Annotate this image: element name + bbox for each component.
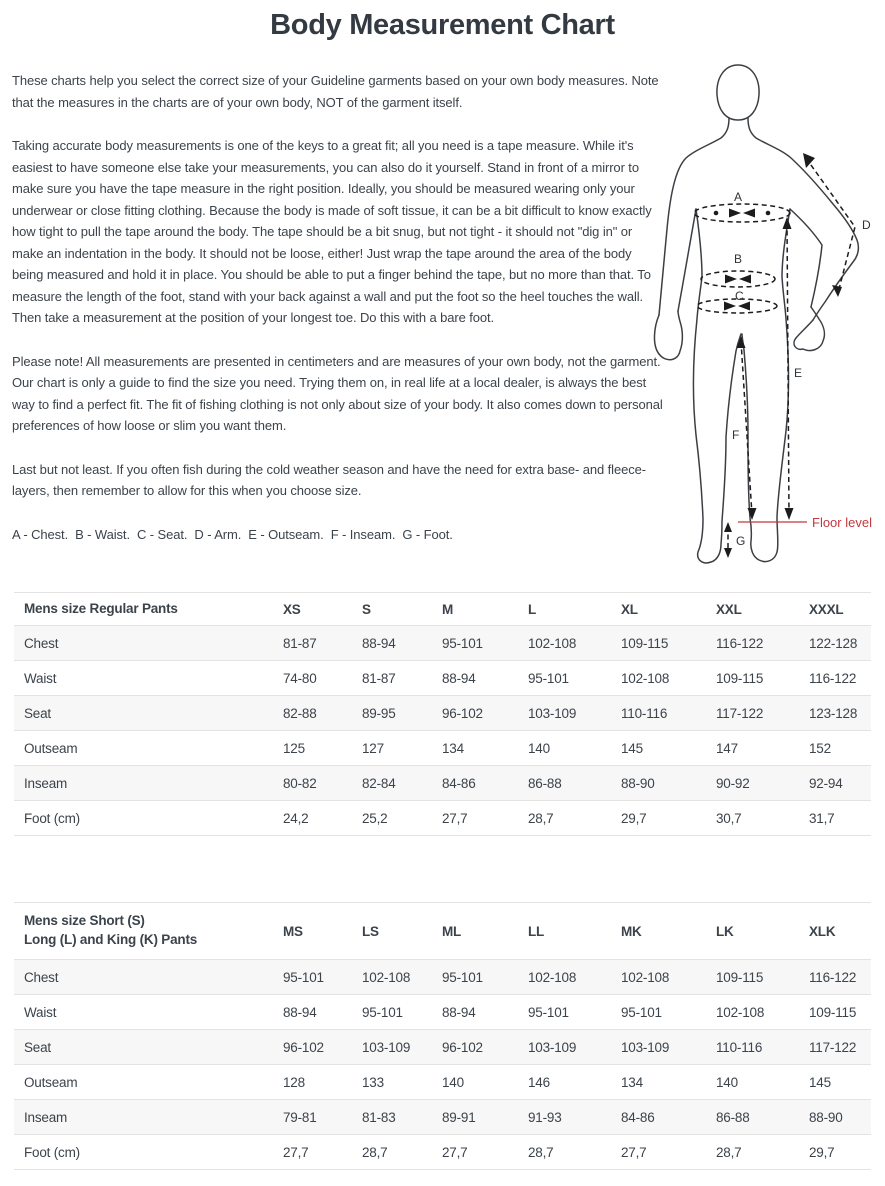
size-column-header: LS — [362, 903, 442, 960]
cell-value: 86-88 — [716, 1100, 809, 1135]
cell-value: 109-115 — [621, 626, 716, 661]
measurement-legend: A - Chest. B - Waist. C - Seat. D - Arm. E - Outseam. F - Inseam. G - Foot. — [12, 526, 453, 542]
size-column-header: MS — [283, 903, 362, 960]
label-b: B — [734, 252, 743, 266]
cell-value: 29,7 — [621, 801, 716, 836]
size-table — [14, 592, 871, 836]
cell-value: 95-101 — [362, 995, 442, 1030]
cell-value: 95-101 — [528, 995, 621, 1030]
intro-paragraph-3: Please note! All measurements are presented in centimeters and are measures of your own body, not the garment. Our chart is only a guide to find the size you need. Trying them on, in real life at a local dealer, is always the best way to find a perfect fit. The fit of fishing clothing is not only about size of your body. It also comes down to personal preferences of how loose or slim you want them. — [12, 353, 663, 433]
cell-value: 134 — [621, 1065, 716, 1100]
intro-paragraph-1: These charts help you select the correct size of your Guideline garments based on your own body measures. Note that the measures in the charts are of your own body, NOT of the garment itself. — [12, 73, 659, 110]
cell-value: 28,7 — [362, 1135, 442, 1170]
table-row — [14, 696, 871, 731]
label-e: E — [794, 366, 803, 380]
cell-value: 95-101 — [442, 960, 528, 995]
table-row — [14, 960, 871, 995]
cell-value: 27,7 — [442, 1135, 528, 1170]
cell-value: 117-122 — [809, 1030, 871, 1065]
cell-value: 133 — [362, 1065, 442, 1100]
cell-value: 127 — [362, 731, 442, 766]
cell-value: 28,7 — [528, 1135, 621, 1170]
left-inner-arm — [678, 209, 696, 311]
table-title — [14, 903, 283, 960]
cell-value: 102-108 — [621, 661, 716, 696]
table-header-row — [14, 593, 871, 626]
table-row — [14, 731, 871, 766]
row-label: Chest — [14, 960, 283, 995]
row-label: Inseam — [14, 766, 283, 801]
cell-value: 92-94 — [809, 766, 871, 801]
row-label: Waist — [14, 661, 283, 696]
cell-value: 95-101 — [528, 661, 621, 696]
inseam-measure-line — [741, 341, 752, 515]
cell-value: 88-90 — [809, 1100, 871, 1135]
cell-value: 117-122 — [716, 696, 809, 731]
cell-value: 84-86 — [442, 766, 528, 801]
label-f: F — [732, 428, 740, 442]
right-shoulder-arm — [748, 118, 858, 320]
regular-pants-size-table — [14, 592, 871, 836]
size-column-header: XLK — [809, 903, 871, 960]
body-outline — [654, 65, 858, 563]
page-title: Body Measurement Chart — [270, 9, 615, 41]
row-label: Outseam — [14, 731, 283, 766]
cell-value: 116-122 — [809, 960, 871, 995]
chest-measure-line — [694, 204, 790, 222]
cell-value: 96-102 — [283, 1030, 362, 1065]
cell-value: 29,7 — [809, 1135, 871, 1170]
body-measurement-diagram — [650, 57, 885, 573]
arm-measure-line — [806, 158, 855, 293]
table-row — [14, 661, 871, 696]
cell-value: 88-94 — [362, 626, 442, 661]
table-row — [14, 995, 871, 1030]
table-title-line: Long (L) and King (K) Pants — [24, 932, 198, 947]
cell-value: 95-101 — [621, 995, 716, 1030]
left-hand — [654, 311, 682, 360]
cell-value: 81-87 — [283, 626, 362, 661]
cell-value: 140 — [528, 731, 621, 766]
cell-value: 116-122 — [809, 661, 871, 696]
cell-value: 96-102 — [442, 696, 528, 731]
table-row — [14, 766, 871, 801]
size-column-header: ML — [442, 903, 528, 960]
size-column-header: S — [362, 593, 442, 626]
cell-value: 110-116 — [716, 1030, 809, 1065]
table-title — [14, 593, 283, 626]
cell-value: 109-115 — [809, 995, 871, 1030]
cell-value: 88-94 — [442, 661, 528, 696]
row-label: Chest — [14, 626, 283, 661]
cell-value: 145 — [621, 731, 716, 766]
cell-value: 82-88 — [283, 696, 362, 731]
row-label: Foot (cm) — [14, 1135, 283, 1170]
cell-value: 28,7 — [716, 1135, 809, 1170]
cell-value: 88-90 — [621, 766, 716, 801]
table-row — [14, 626, 871, 661]
cell-value: 102-108 — [528, 960, 621, 995]
right-inner-arm — [790, 209, 822, 307]
cell-value: 27,7 — [283, 1135, 362, 1170]
cell-value: 86-88 — [528, 766, 621, 801]
cell-value: 145 — [809, 1065, 871, 1100]
cell-value: 152 — [809, 731, 871, 766]
waist-measure-line — [701, 271, 775, 287]
label-d: D — [862, 218, 871, 232]
row-label: Waist — [14, 995, 283, 1030]
cell-value: 103-109 — [362, 1030, 442, 1065]
table-row — [14, 1030, 871, 1065]
table-title-line: Mens size Regular Pants — [24, 600, 178, 616]
cell-value: 103-109 — [621, 1030, 716, 1065]
cell-value: 25,2 — [362, 801, 442, 836]
cell-value: 110-116 — [621, 696, 716, 731]
size-column-header: MK — [621, 903, 716, 960]
row-label: Outseam — [14, 1065, 283, 1100]
cell-value: 96-102 — [442, 1030, 528, 1065]
cell-value: 28,7 — [528, 801, 621, 836]
cell-value: 80-82 — [283, 766, 362, 801]
cell-value: 88-94 — [442, 995, 528, 1030]
cell-value: 103-109 — [528, 696, 621, 731]
size-column-header: XXL — [716, 593, 809, 626]
cell-value: 79-81 — [283, 1100, 362, 1135]
label-a: A — [734, 190, 743, 204]
cell-value: 146 — [528, 1065, 621, 1100]
cell-value: 102-108 — [528, 626, 621, 661]
table-row — [14, 1135, 871, 1170]
intro-text — [12, 70, 664, 567]
size-table — [14, 902, 871, 1170]
row-label: Foot (cm) — [14, 801, 283, 836]
cell-value: 122-128 — [809, 626, 871, 661]
size-column-header: XXXL — [809, 593, 871, 626]
cell-value: 95-101 — [283, 960, 362, 995]
cell-value: 125 — [283, 731, 362, 766]
size-column-header: LL — [528, 903, 621, 960]
right-hand — [794, 307, 824, 351]
cell-value: 147 — [716, 731, 809, 766]
cell-value: 81-87 — [362, 661, 442, 696]
label-c: C — [735, 289, 744, 303]
cell-value: 81-83 — [362, 1100, 442, 1135]
outseam-measure-line — [787, 222, 789, 515]
cell-value: 82-84 — [362, 766, 442, 801]
label-g: G — [736, 534, 746, 548]
table-title-line: Mens size Short (S) — [24, 913, 145, 929]
cell-value: 91-93 — [528, 1100, 621, 1135]
cell-value: 102-108 — [716, 995, 809, 1030]
cell-value: 123-128 — [809, 696, 871, 731]
cell-value: 140 — [442, 1065, 528, 1100]
cell-value: 89-95 — [362, 696, 442, 731]
table-row — [14, 801, 871, 836]
cell-value: 30,7 — [716, 801, 809, 836]
cell-value: 24,2 — [283, 801, 362, 836]
table-header-row — [14, 903, 871, 960]
cell-value: 103-109 — [528, 1030, 621, 1065]
cell-value: 90-92 — [716, 766, 809, 801]
row-label: Seat — [14, 1030, 283, 1065]
intro-paragraph-2: Taking accurate body measurements is one of the keys to a great fit; all you need is a tape measure. While it's easiest to have someone else take your measurements, you can also do it yourself. Stand in front of a mirror to make sure you have the tape measure in the right position. Ideally, you should be measured wearing only your underwear or close fitting clothing. Because the body is made of soft tissue, it can be a bit difficult to know exactly how tight to pull the tape around the body. The tape should be a bit snug, but not tight - it should not "dig in" or make an indentation in the body. It should not be loose, either! Just wrap the tape around the area of the body being measured and hold it in place. You should be able to put a finger behind the tape, but no more than that. To measure the length of the foot, stand with your back against a wall and put the foot so the heel touches the wall. Then take a measurement at the position of your longest toe. Do this with a bare foot. — [12, 138, 652, 325]
short-long-king-pants-size-table — [14, 902, 871, 1170]
cell-value: 102-108 — [362, 960, 442, 995]
intro-paragraph-4: Last but not least. If you often fish during the cold weather season and have the need for extra base- and fleece-layers, then remember to allow for this when you choose size. — [12, 461, 646, 498]
cell-value: 109-115 — [716, 661, 809, 696]
cell-value: 31,7 — [809, 801, 871, 836]
cell-value: 134 — [442, 731, 528, 766]
cell-value: 84-86 — [621, 1100, 716, 1135]
row-label: Seat — [14, 696, 283, 731]
cell-value: 27,7 — [621, 1135, 716, 1170]
cell-value: 95-101 — [442, 626, 528, 661]
head-outline — [717, 65, 759, 120]
cell-value: 128 — [283, 1065, 362, 1100]
measurement-lines — [694, 158, 855, 554]
body-figure-svg — [650, 57, 885, 573]
floor-level-label: Floor level — [812, 515, 872, 530]
cell-value: 27,7 — [442, 801, 528, 836]
cell-value: 88-94 — [283, 995, 362, 1030]
size-column-header: LK — [716, 903, 809, 960]
size-column-header: XS — [283, 593, 362, 626]
cell-value: 140 — [716, 1065, 809, 1100]
size-column-header: XL — [621, 593, 716, 626]
cell-value: 116-122 — [716, 626, 809, 661]
size-column-header: M — [442, 593, 528, 626]
table-row — [14, 1065, 871, 1100]
cell-value: 89-91 — [442, 1100, 528, 1135]
size-column-header: L — [528, 593, 621, 626]
cell-value: 74-80 — [283, 661, 362, 696]
row-label: Inseam — [14, 1100, 283, 1135]
cell-value: 102-108 — [621, 960, 716, 995]
table-row — [14, 1100, 871, 1135]
cell-value: 109-115 — [716, 960, 809, 995]
